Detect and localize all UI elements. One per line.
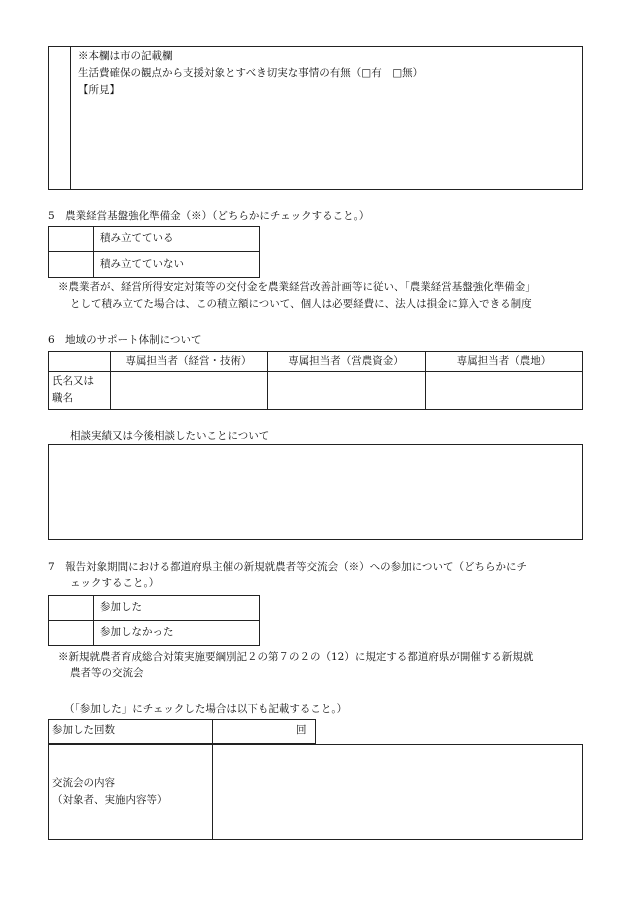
name-row-label-1: 氏名又は [52, 375, 94, 387]
participated-sub-note: （「参加した」にチェックした場合は以下も記載すること。） [64, 703, 348, 715]
col-finance-header: 専属担当者（営農資金） [288, 355, 404, 367]
count-unit: 回 [296, 724, 307, 736]
not-participated-label: 参加しなかった [100, 626, 174, 638]
count-field[interactable] [214, 721, 294, 742]
city-entry-note: ※本欄は市の記載欄 [78, 50, 173, 62]
reserve-no-label: 積み立てていない [100, 258, 184, 270]
participated-label: 参加した [100, 601, 142, 613]
finance-staff-field[interactable] [269, 373, 423, 408]
not-participated-checkbox[interactable] [50, 622, 92, 644]
reserve-note-line2: として積み立てた場合は、この積立額について、個人は必要経費に、法人は損金に算入できる制度 [70, 298, 532, 310]
col-land-header: 専属担当者（農地） [456, 355, 552, 367]
exchange-note-line2: 農者等の交流会 [70, 667, 144, 679]
section6-heading: 6 地域のサポート体制について [48, 334, 202, 346]
tech-staff-field[interactable] [112, 373, 265, 408]
reserve-yes-label: 積み立てている [100, 232, 174, 244]
section5-heading: 5 農業経営基盤強化準備金（※）（どちらかにチェックすること。） [48, 210, 370, 222]
section7-heading-line1: 7 報告対象期間における都道府県主催の新規就農者等交流会（※）への参加について（どちらかにチ [48, 561, 527, 573]
consultation-field[interactable] [48, 444, 583, 540]
participated-checkbox[interactable] [50, 597, 92, 619]
reserve-note-line1: ※農業者が、経営所得安定対策等の交付金を農業経営改善計画等に従い、「農業経営基盤強化準備金」 [58, 281, 536, 293]
exchange-content-label-1: 交流会の内容 [52, 777, 115, 789]
section7-heading-line2: ェックすること。） [70, 577, 160, 589]
exchange-content-field[interactable] [214, 746, 581, 838]
findings-label: 【所見】 [78, 84, 120, 96]
livelihood-question: 生活費確保の観点から支援対象とすべき切実な事情の有無（□有 □無） [78, 67, 424, 79]
name-row-label-2: 職名 [52, 392, 73, 404]
reserve-yes-checkbox[interactable] [50, 228, 92, 250]
count-label: 参加した回数 [52, 724, 115, 736]
land-staff-field[interactable] [427, 373, 581, 408]
exchange-note-line1: ※新規就農者育成総合対策実施要綱別記２の第７の２の（12）に規定する都道府県が開催する新規就 [58, 651, 534, 663]
reserve-no-checkbox[interactable] [50, 253, 92, 276]
city-entry-divider [70, 46, 71, 190]
col-tech-header: 専属担当者（経営・技術） [125, 355, 252, 367]
consultation-label: 相談実績又は今後相談したいことについて [70, 430, 270, 442]
exchange-content-label-2: （対象者、実施内容等） [52, 794, 168, 806]
findings-field[interactable] [72, 100, 580, 186]
